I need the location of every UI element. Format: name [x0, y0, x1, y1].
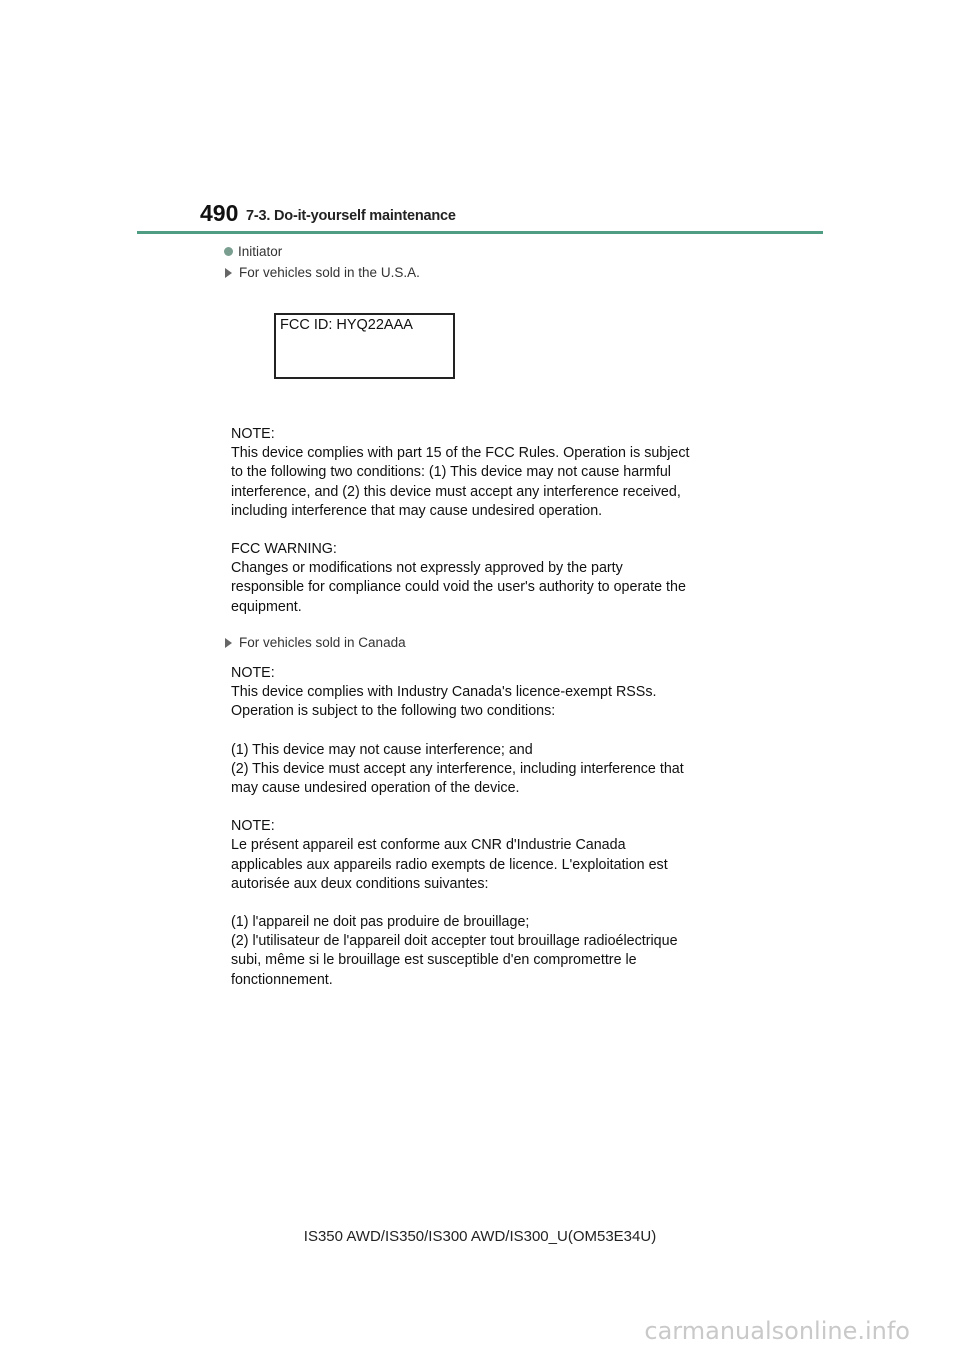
header-rule — [137, 231, 823, 234]
notice-line: NOTE: — [231, 426, 275, 442]
notice-line: (2) This device must accept any interference, including interference that — [231, 760, 684, 777]
notice-line: (1) This device may not cause interference; and — [231, 741, 533, 758]
blank-line — [231, 521, 751, 540]
notice-line: This device complies with part 15 of the FCC Rules. Operation is subject — [231, 445, 690, 462]
blank-line — [231, 722, 751, 741]
watermark: carmanualsonline.info — [644, 1317, 910, 1345]
notice-line: subi, même si le brouillage est susceptible d'en compromettre le — [231, 952, 637, 969]
notice-line: autorisée aux deux conditions suivantes: — [231, 875, 489, 892]
bullet-dot-icon — [224, 247, 233, 256]
triangle-right-icon — [225, 638, 232, 648]
canada-heading — [225, 635, 406, 650]
blank-line — [231, 798, 751, 817]
notice-line: interference, and (2) this device must accept any interference received, — [231, 483, 681, 500]
notice-line: Changes or modifications not expressly approved by the party — [231, 560, 623, 577]
canada-notice — [231, 664, 751, 990]
notice-line: (1) l'appareil ne doit pas produire de brouillage; — [231, 914, 530, 931]
triangle-right-icon — [225, 268, 232, 278]
notice-line: to the following two conditions: (1) This device may not cause harmful — [231, 464, 671, 481]
bullet-initiator — [224, 244, 282, 259]
notice-line: (2) l'utilisateur de l'appareil doit accepter tout brouillage radioélectrique — [231, 933, 678, 950]
notice-line: applicables aux appareils radio exempts de licence. L'exploitation est — [231, 856, 668, 873]
fcc-id-box — [274, 313, 455, 379]
bullet-label: Initiator — [238, 244, 283, 259]
footer-model: IS350 AWD/IS350/IS300 AWD/IS300_U(OM53E34U) — [303, 1228, 657, 1245]
notice-line: including interference that may cause undesired operation. — [231, 502, 603, 519]
fcc-id-text: FCC ID: HYQ22AAA — [280, 317, 413, 333]
notice-line: Operation is subject to the following two conditions: — [231, 703, 556, 720]
section-title: 7-3. Do-it-yourself maintenance — [246, 208, 456, 224]
usa-label: For vehicles sold in the U.S.A. — [239, 265, 420, 280]
notice-line: This device complies with Industry Canada's licence-exempt RSSs. — [231, 684, 657, 701]
blank-line — [231, 894, 751, 913]
notice-line: FCC WARNING: — [231, 541, 337, 558]
notice-line: Le présent appareil est conforme aux CNR d'Industrie Canada — [231, 837, 626, 854]
usa-notice — [231, 425, 751, 617]
canada-label: For vehicles sold in Canada — [239, 635, 406, 650]
notice-line: may cause undesired operation of the device. — [231, 780, 520, 797]
notice-line: equipment. — [231, 598, 302, 615]
notice-line: NOTE: — [231, 665, 275, 681]
notice-line: fonctionnement. — [231, 971, 333, 988]
notice-line: responsible for compliance could void the user's authority to operate the — [231, 579, 686, 596]
notice-line: NOTE: — [231, 818, 275, 835]
page-number: 490 — [200, 200, 239, 226]
usa-heading — [225, 265, 420, 280]
